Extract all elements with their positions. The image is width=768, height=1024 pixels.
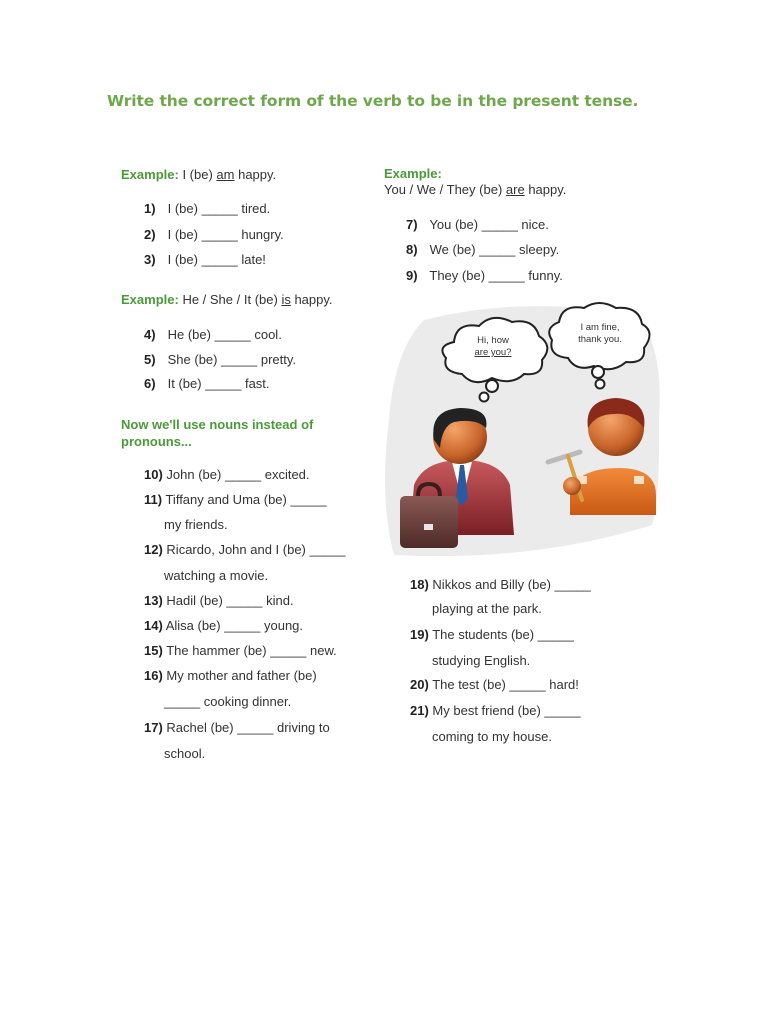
item-16-continuation: _____ cooking dinner. [164,694,292,709]
exercise-item-8[interactable] [406,242,559,257]
item-number: 16) [144,668,163,683]
exercise-item-12[interactable] [144,542,346,557]
item-number: 3) [144,252,156,267]
item-number: 6) [144,376,156,391]
exercise-item-14[interactable] [144,618,303,633]
example-label: Example: [121,292,179,307]
item-number: 1) [144,201,156,216]
section-heading-line1: Now we'll use nouns instead of [121,417,314,432]
item-number: 12) [144,542,163,557]
item-21-continuation: coming to my house. [432,729,552,744]
exercise-item-3[interactable] [144,252,266,267]
example-answer: is [281,292,291,307]
item-text: You (be) _____ nice. [429,217,549,232]
conversation-illustration [384,300,660,562]
bubble-right-line1: I am fine, [580,322,620,333]
example-label: Example: [384,166,442,181]
example-i [121,167,276,182]
exercise-item-20[interactable] [410,677,579,692]
example-subject: I (be) [182,167,213,182]
exercise-item-18[interactable] [410,577,591,592]
item-text: Alisa (be) _____ young. [165,618,304,633]
item-number: 10) [144,467,163,482]
item-text: My best friend (be) _____ [432,703,581,718]
item-text: The test (be) _____ hard! [432,677,579,692]
item-number: 18) [410,577,429,592]
item-number: 5) [144,352,156,367]
bubble-right-line2: thank you. [578,334,622,345]
item-number: 14) [144,618,163,633]
item-text: Rachel (be) _____ driving to [166,720,330,735]
bubble-left-line1: Hi, how [477,335,509,346]
example-you-we-they [384,166,566,198]
item-text: Nikkos and Billy (be) _____ [432,577,591,592]
item-text: John (be) _____ excited. [166,467,310,482]
worksheet-title: Write the correct form of the verb to be in the present tense. [107,92,639,110]
item-number: 13) [144,593,163,608]
item-number: 8) [406,242,418,257]
exercise-item-6[interactable] [144,376,270,391]
item-text: Hadil (be) _____ kind. [166,593,294,608]
example-rest: happy. [528,182,567,197]
item-number: 21) [410,703,429,718]
bubble-left-text [458,335,528,359]
item-number: 2) [144,227,156,242]
item-text: The students (be) _____ [432,627,574,642]
item-number: 4) [144,327,156,342]
item-text: I (be) _____ late! [167,252,266,267]
exercise-item-15[interactable] [144,643,337,658]
section-heading [121,416,313,450]
item-number: 15) [144,643,163,658]
example-subject: You / We / They (be) [384,182,503,197]
example-label: Example: [121,167,179,182]
exercise-item-1[interactable] [144,201,270,216]
item-text: I (be) _____ tired. [167,201,271,216]
item-number: 11) [144,492,163,507]
item-text: She (be) _____ pretty. [167,352,297,367]
item-text: Tiffany and Uma (be) _____ [165,492,327,507]
item-text: The hammer (be) _____ new. [166,643,337,658]
exercise-item-7[interactable] [406,217,549,232]
item-number: 19) [410,627,429,642]
item-17-continuation: school. [164,746,206,761]
item-11-continuation: my friends. [164,517,228,532]
item-19-continuation: studying English. [432,653,531,668]
section-heading-line2: pronouns... [121,434,192,449]
exercise-item-5[interactable] [144,352,296,367]
example-rest: happy. [294,292,333,307]
example-answer: are [505,182,525,197]
exercise-item-19[interactable] [410,627,574,642]
item-number: 7) [406,217,418,232]
exercise-item-4[interactable] [144,327,282,342]
item-text: He (be) _____ cool. [167,327,282,342]
exercise-item-17[interactable] [144,720,330,735]
item-text: We (be) _____ sleepy. [429,242,560,257]
item-text: My mother and father (be) [166,668,317,683]
item-text: They (be) _____ funny. [429,268,563,283]
item-text: Ricardo, John and I (be) _____ [166,542,346,557]
item-18-continuation: playing at the park. [432,601,542,616]
example-he-she-it [121,292,333,307]
example-answer: am [216,167,235,182]
exercise-item-10[interactable] [144,467,310,482]
item-text: It (be) _____ fast. [167,376,270,391]
example-subject: He / She / It (be) [182,292,278,307]
exercise-item-21[interactable] [410,703,581,718]
exercise-item-13[interactable] [144,593,294,608]
exercise-item-11[interactable] [144,492,327,507]
exercise-item-9[interactable] [406,268,563,283]
bubble-right-text [560,322,640,346]
item-number: 9) [406,268,418,283]
exercise-item-16[interactable] [144,668,317,683]
item-number: 20) [410,677,429,692]
bubble-left-line2: are you? [474,347,512,358]
item-number: 17) [144,720,163,735]
item-text: I (be) _____ hungry. [167,227,284,242]
item-12-continuation: watching a movie. [164,568,269,583]
example-rest: happy. [238,167,277,182]
exercise-item-2[interactable] [144,227,284,242]
